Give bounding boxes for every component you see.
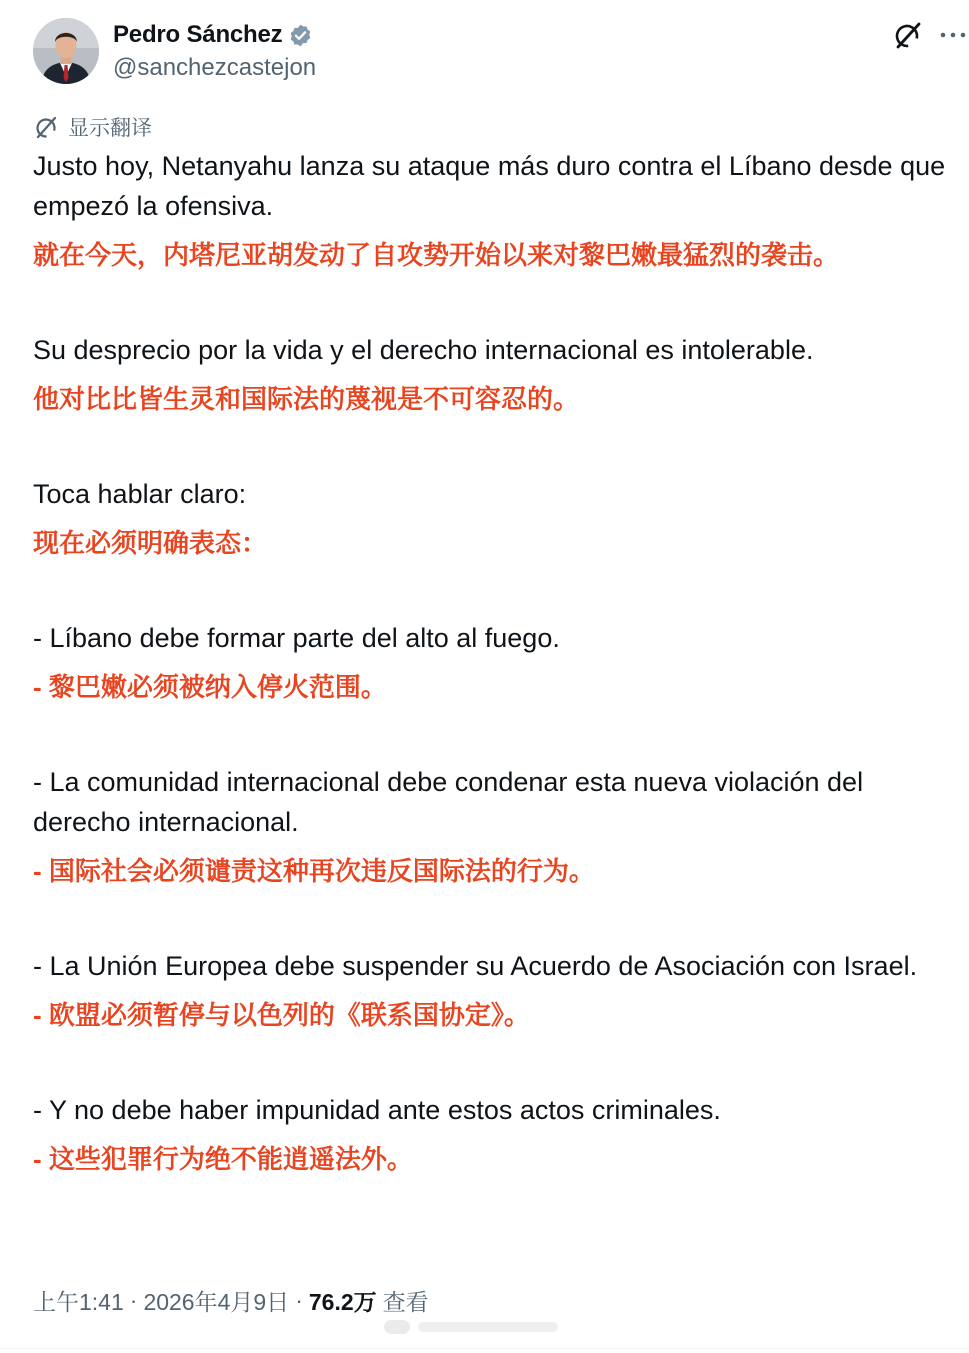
divider bbox=[0, 1348, 969, 1349]
post-date[interactable]: 2026年4月9日 bbox=[143, 1289, 290, 1315]
paragraph bbox=[33, 474, 948, 560]
translation-text: 现在必须明确表态： bbox=[33, 528, 268, 558]
translation-text: 就在今天，内塔尼亚胡发动了自攻势开始以来对黎巴嫩最猛烈的袭击。 bbox=[33, 240, 840, 270]
paragraph bbox=[33, 1090, 948, 1176]
more-options-icon[interactable] bbox=[938, 20, 968, 50]
author-block bbox=[113, 18, 316, 82]
paragraph bbox=[33, 762, 948, 888]
original-text: - Líbano debe formar parte del alto al fuego. bbox=[33, 623, 560, 653]
original-text: - La comunidad internacional debe condenar esta nueva violación del derecho internacional. bbox=[33, 767, 864, 837]
meta-separator: · bbox=[129, 1287, 138, 1313]
show-translation-link[interactable] bbox=[34, 112, 152, 142]
paragraph bbox=[33, 330, 948, 416]
post-time[interactable]: 上午1:41 bbox=[33, 1289, 124, 1315]
display-name-row bbox=[113, 18, 316, 52]
paragraph bbox=[33, 946, 948, 1032]
author-handle[interactable]: @sanchezcastejon bbox=[113, 54, 317, 81]
verified-badge-icon[interactable] bbox=[288, 23, 313, 48]
translation-text: - 欧盟必须暂停与以色列的《联系国协定》。 bbox=[33, 1000, 530, 1030]
original-text: Su desprecio por la vida y el derecho internacional es intolerable. bbox=[33, 335, 814, 365]
original-text: - La Unión Europea debe suspender su Acuerdo de Asociación con Israel. bbox=[33, 951, 918, 981]
paragraph bbox=[33, 618, 948, 704]
translate-icon bbox=[34, 114, 60, 140]
meta-separator: · bbox=[295, 1287, 303, 1313]
translation-text: 他对比比皆生灵和国际法的蔑视是不可容忍的。 bbox=[33, 384, 580, 414]
original-text: - Y no debe haber impunidad ante estos actos criminales. bbox=[33, 1095, 721, 1125]
original-text: Toca hablar claro: bbox=[33, 479, 247, 509]
post-meta bbox=[33, 1284, 429, 1317]
watermark-logo bbox=[380, 1312, 570, 1342]
translation-text: - 这些犯罪行为绝不能逍遥法外。 bbox=[33, 1144, 413, 1174]
paragraph bbox=[33, 146, 948, 272]
display-name[interactable]: Pedro Sánchez bbox=[113, 21, 283, 48]
avatar-image bbox=[33, 18, 99, 84]
translation-text: - 国际社会必须谴责这种再次违反国际法的行为。 bbox=[33, 856, 595, 886]
translation-text: - 黎巴嫩必须被纳入停火范围。 bbox=[33, 672, 387, 702]
views-count: 76.2万 bbox=[308, 1289, 377, 1315]
show-translation-label: 显示翻译 bbox=[68, 117, 152, 140]
avatar[interactable] bbox=[33, 18, 99, 84]
views-label: 查看 bbox=[382, 1289, 429, 1315]
original-text: Justo hoy, Netanyahu lanza su ataque más duro contra el Líbano desde que empezó la ofensiva. bbox=[33, 151, 946, 221]
post-text bbox=[33, 146, 948, 1176]
grok-icon[interactable] bbox=[891, 18, 925, 52]
